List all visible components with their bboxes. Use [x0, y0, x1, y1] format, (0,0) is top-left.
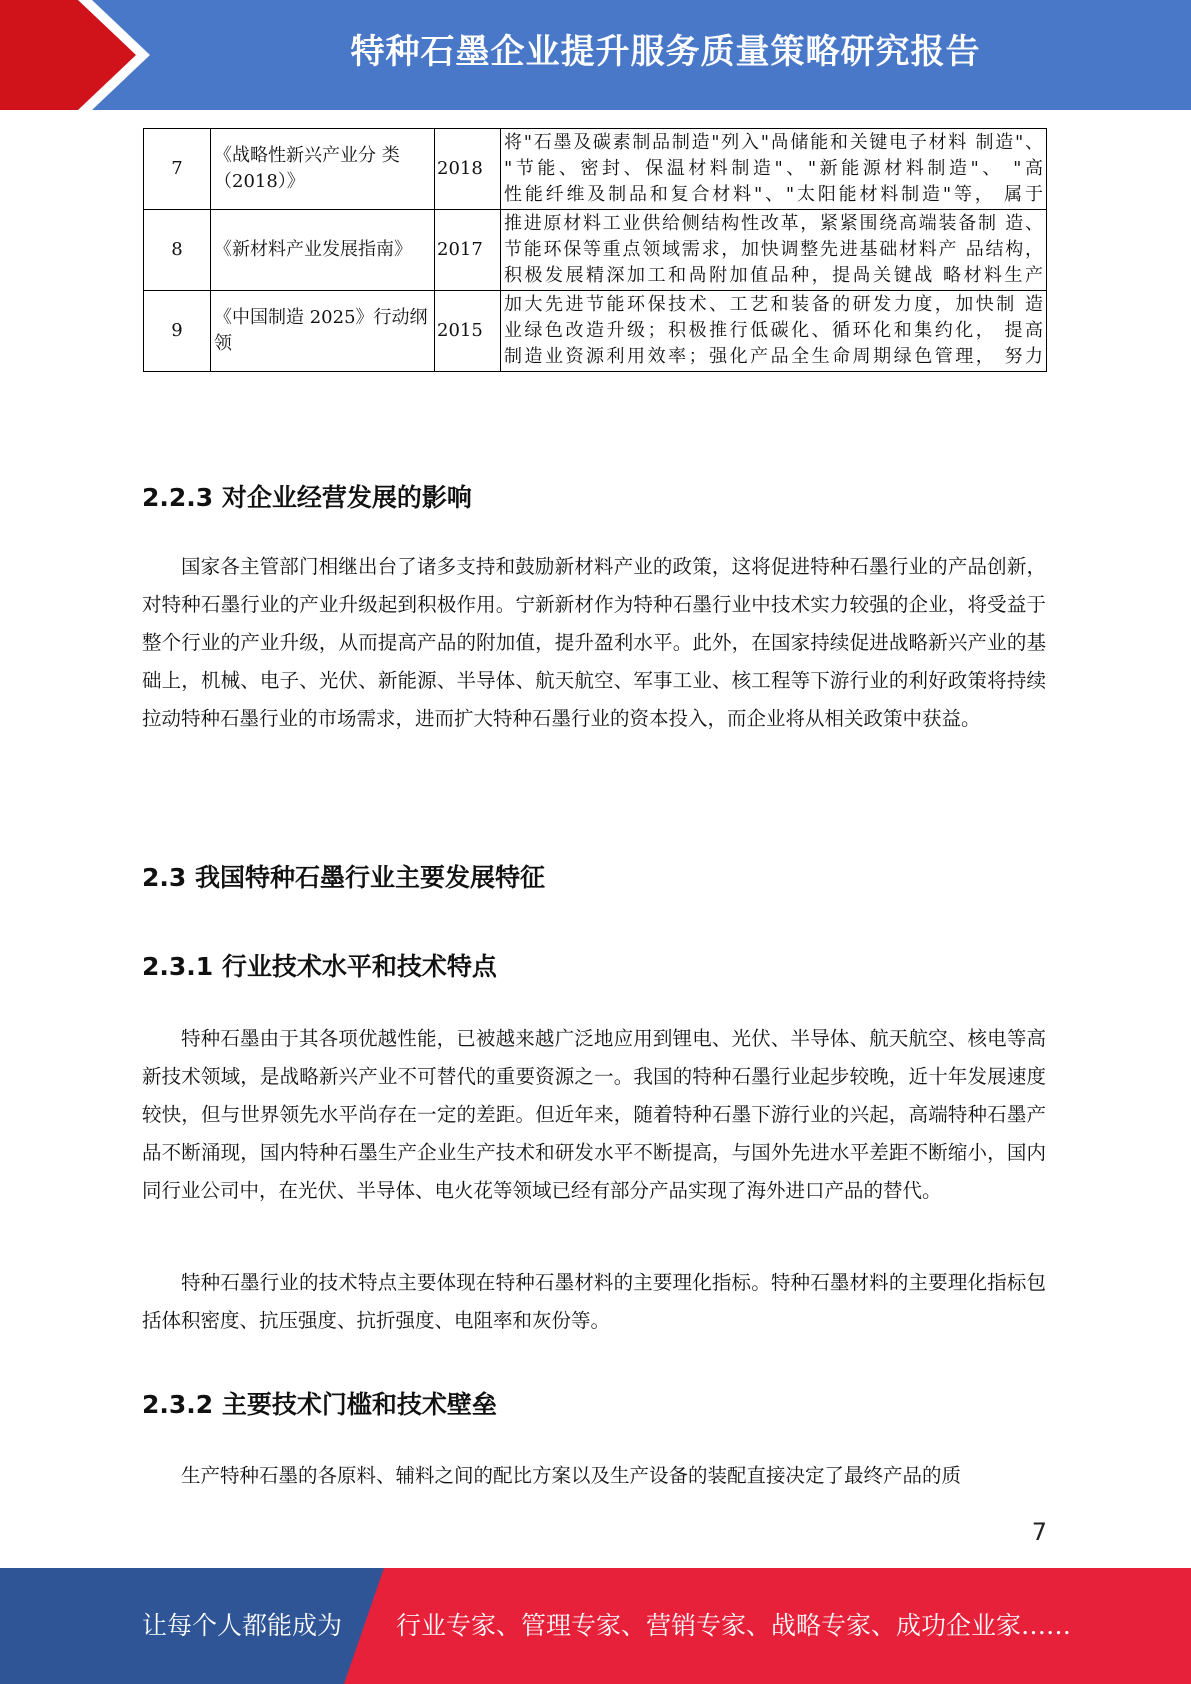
heading-2-3-1: 2.3.1 行业技术水平和技术特点	[142, 952, 497, 981]
row-number: 8	[144, 210, 211, 291]
table-row	[144, 291, 1047, 372]
heading-2-3: 2.3 我国特种石墨行业主要发展特征	[142, 863, 545, 892]
description-line: 积极发展精深加工和咼附加值品种，提咼关键战 略材料生产	[504, 265, 1043, 286]
description-line: 节能环保等重点领域需求，加快调整先进基础材料产 品结构，	[504, 239, 1043, 260]
policy-name: 《中国制造 2025》行动纲领	[211, 291, 435, 372]
heading-2-3-2: 2.3.2 主要技术门槛和技术壁垒	[142, 1390, 497, 1419]
paragraph-2-3-1-a: 特种石墨由于其各项优越性能，已被越来越广泛地应用到锂电、光伏、半导体、航天航空、核电等高新技术领域，是战略新兴产业不可替代的重要资源之一。我国的特种石墨行业起步较晚，近十年发展速度较快，但与世界领先水平尚存在一定的差距。但近年来，随着特种石墨下游行业的兴起，高端特种石墨产品不断涌现，国内特种石墨生产企业生产技术和研发水平不断提高，与国外先进水平差距不断缩小，国内同行业公司中，在光伏、半导体、电火花等领域已经有部分产品实现了海外进口产品的替代。	[142, 1027, 1046, 1202]
description-line: 业绿色改造升级；积极推行低碳化、循环化和集约化， 提高	[504, 320, 1043, 341]
row-number: 9	[144, 291, 211, 372]
table-row	[144, 210, 1047, 291]
policy-description	[501, 129, 1047, 210]
policy-name: 《战略性新兴产业分 类（2018）》	[211, 129, 435, 210]
table-row	[144, 129, 1047, 210]
description-line: 加大先进节能环保技术、工艺和装备的研发力度，加快制 造	[504, 294, 1043, 315]
footer-slogan-left: 让每个人都能成为	[142, 1611, 343, 1640]
paragraph-2-2-3: 国家各主管部门相继出台了诸多支持和鼓励新材料产业的政策，这将促进特种石墨行业的产品创新，对特种石墨行业的产业升级起到积极作用。宁新新材作为特种石墨行业中技术实力较强的企业，将受益于整个行业的产业升级，从而提高产品的附加值，提升盈利水平。此外，在国家持续促进战略新兴产业的基础上，机械、电子、光伏、新能源、半导体、航天航空、军事工业、核工程等下游行业的利好政策将持续拉动特种石墨行业的市场需求，进而扩大特种石墨行业的资本投入，而企业将从相关政策中获益。	[142, 555, 1046, 730]
report-title: 特种石墨企业提升服务质量策略研究报告	[350, 32, 981, 72]
page-footer	[0, 1568, 1191, 1684]
header-chevron-icon	[0, 0, 160, 110]
policy-table	[143, 128, 1047, 372]
description-line: 性能纤维及制品和复合材料"、"太阳能材料制造"等， 属于	[504, 184, 1043, 205]
description-line: 推进原材料工业供给侧结构性改革，紧紧围绕高端装备制 造、	[504, 213, 1043, 234]
footer-slogan-right: 行业专家、管理专家、营销专家、战略专家、成功企业家……	[396, 1611, 1072, 1640]
description-line: 将"石墨及碳素制品制造"列入"咼储能和关键电子材料 制造"、	[504, 132, 1043, 153]
paragraph-2-3-2: 生产特种石墨的各原料、辅料之间的配比方案以及生产设备的装配直接决定了最终产品的质	[181, 1464, 962, 1487]
policy-description	[501, 291, 1047, 372]
paragraph-2-3-1-b: 特种石墨行业的技术特点主要体现在特种石墨材料的主要理化指标。特种石墨材料的主要理化指标包括体积密度、抗压强度、抗折强度、电阻率和灰份等。	[142, 1271, 1046, 1332]
page-header	[0, 0, 1191, 110]
policy-year: 2015	[435, 291, 501, 372]
policy-year: 2018	[435, 129, 501, 210]
policy-description	[501, 210, 1047, 291]
heading-2-2-3: 2.2.3 对企业经营发展的影响	[142, 483, 472, 512]
policy-name: 《新材料产业发展指南》	[211, 210, 435, 291]
description-line: 制造业资源利用效率；强化产品全生命周期绿色管理， 努力	[504, 346, 1043, 367]
page-number: 7	[1031, 1518, 1047, 1546]
row-number: 7	[144, 129, 211, 210]
policy-year: 2017	[435, 210, 501, 291]
description-line: "节能、密封、保温材料制造"、"新能源材料制造"、 "高	[504, 158, 1043, 179]
